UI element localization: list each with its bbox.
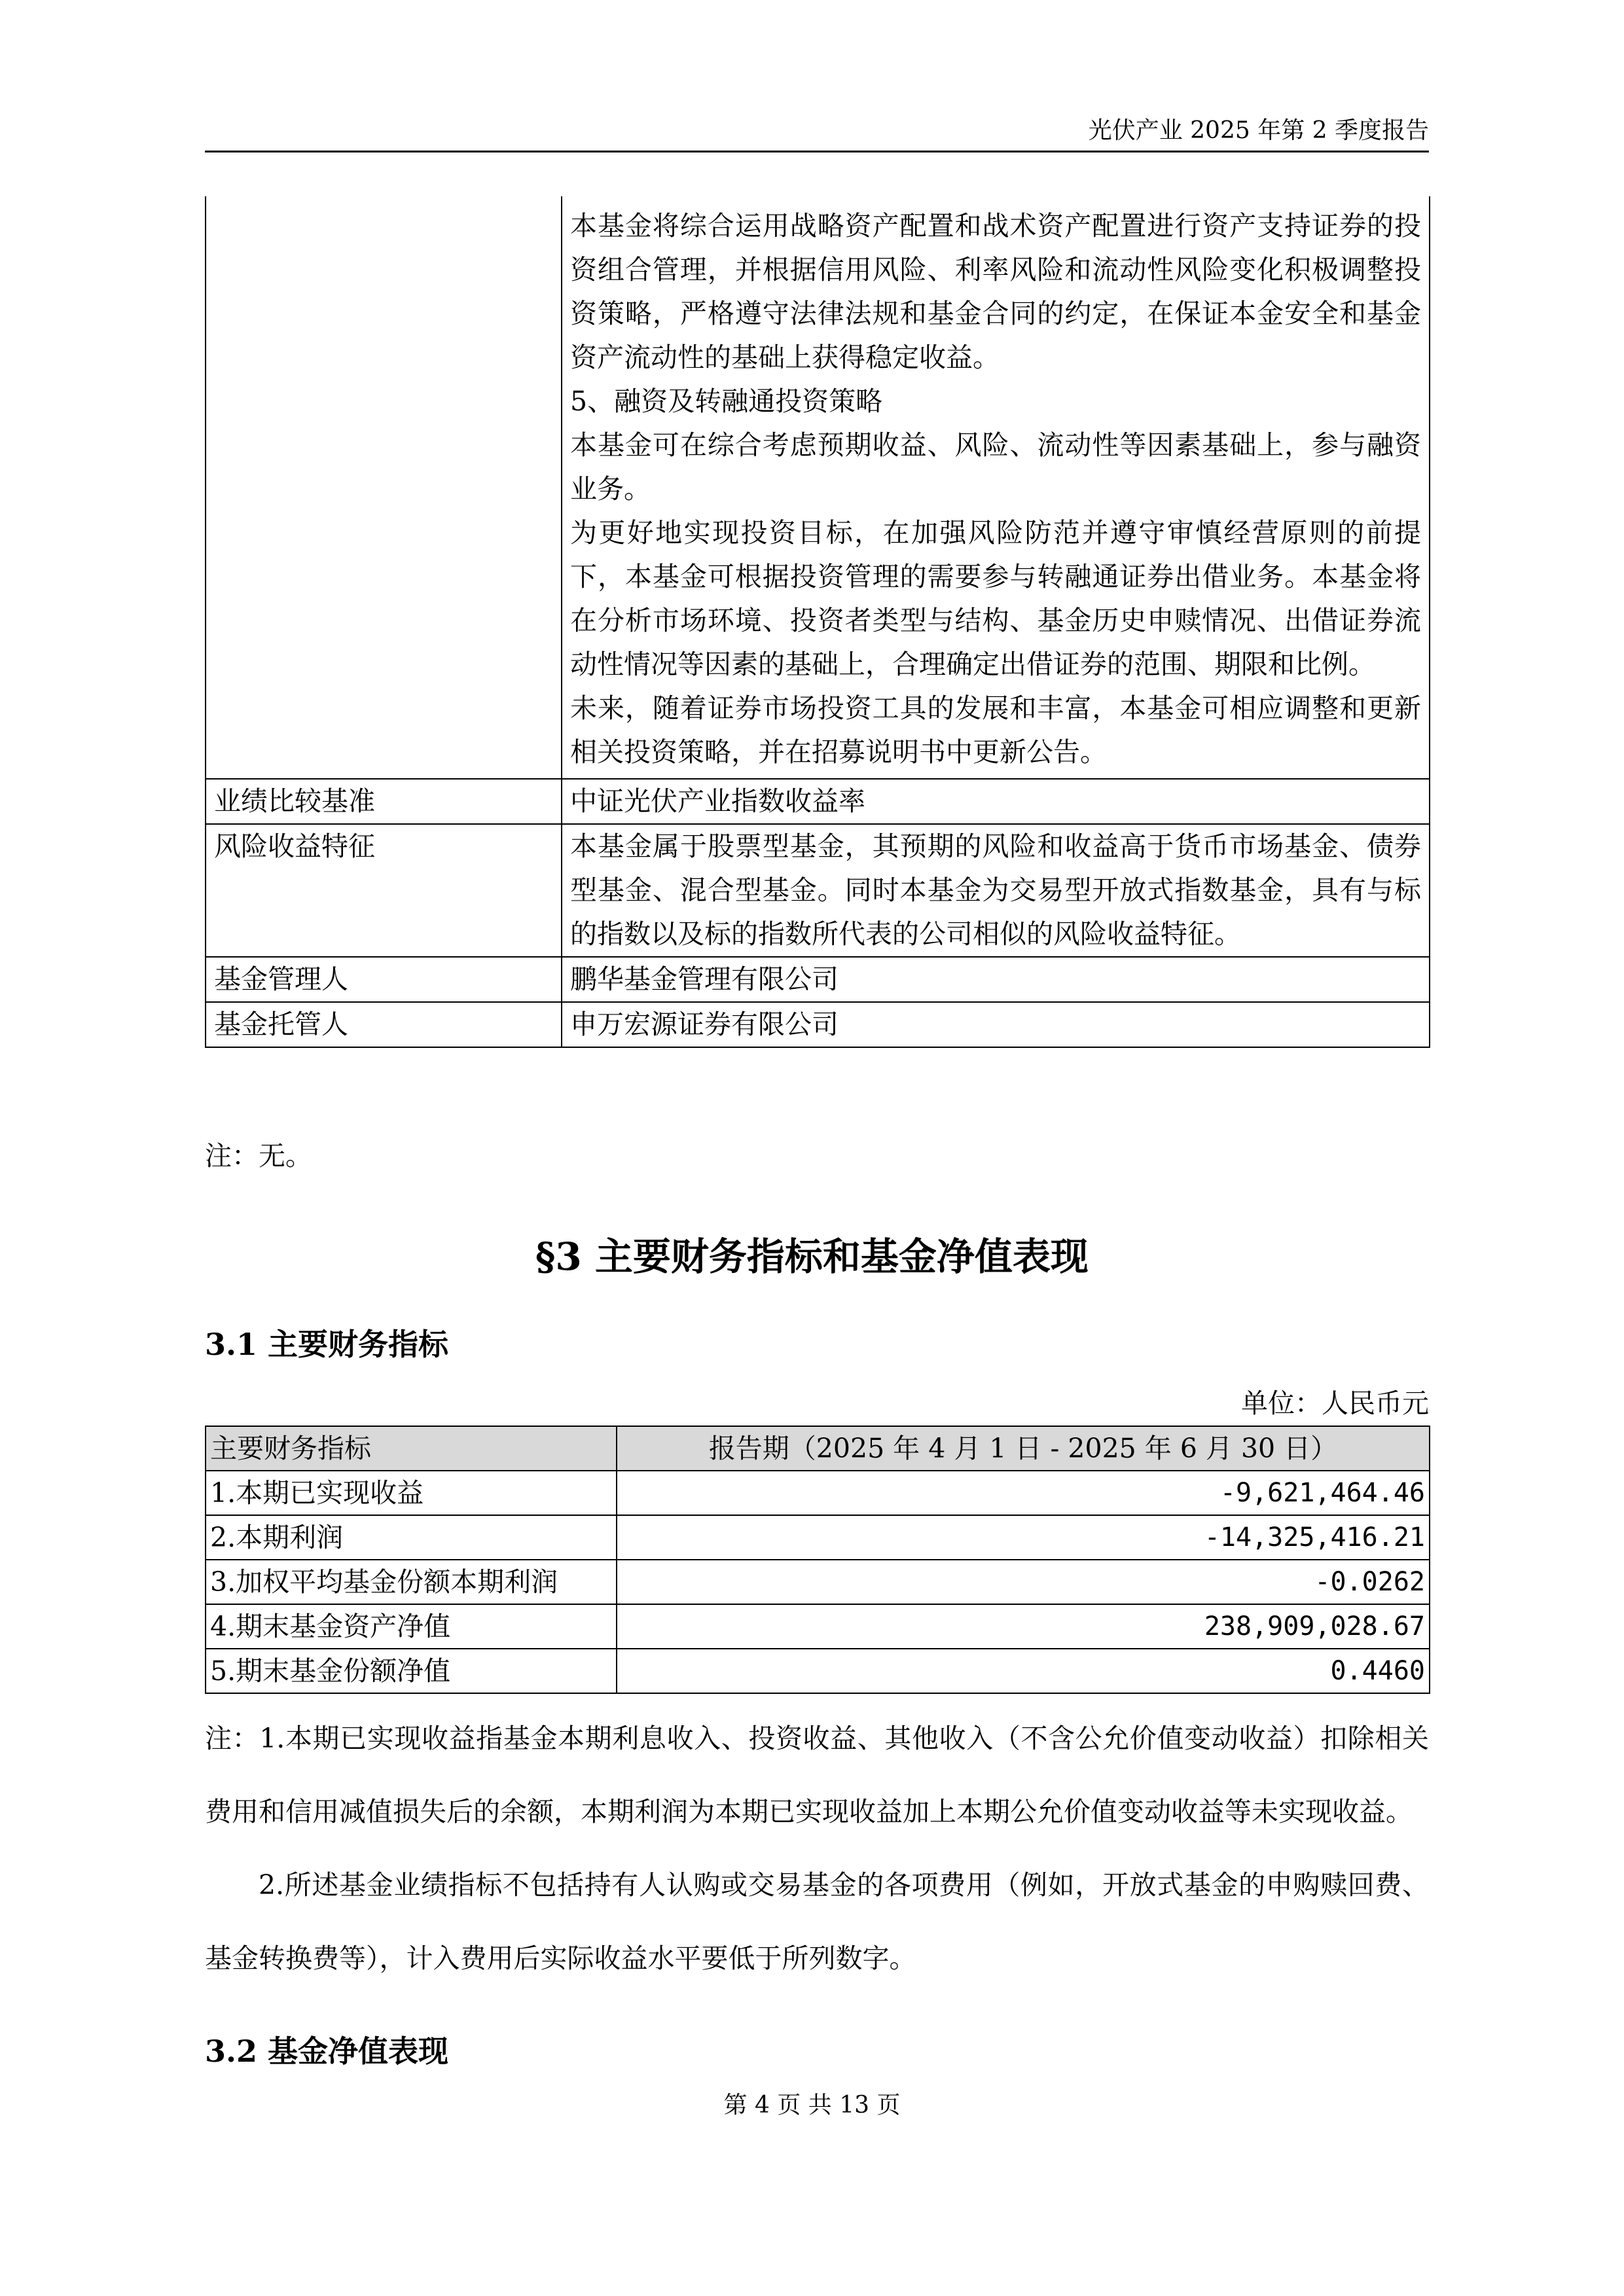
column-header: 报告期（2025 年 4 月 1 日 - 2025 年 6 月 30 日） — [617, 1426, 1430, 1471]
row-label: 基金管理人 — [206, 957, 562, 1002]
indicator-value: -14,325,416.21 — [617, 1515, 1430, 1560]
financial-notes — [205, 1702, 1429, 1995]
table-row — [206, 1560, 1430, 1604]
table-row — [206, 1471, 1430, 1515]
row-label: 业绩比较基准 — [206, 779, 562, 824]
table-cell-empty — [206, 196, 562, 779]
row-value: 鹏华基金管理有限公司 — [562, 957, 1430, 1002]
indicator-value: 238,909,028.67 — [617, 1604, 1430, 1649]
indicator-value: -0.0262 — [617, 1560, 1430, 1604]
column-header: 主要财务指标 — [206, 1426, 617, 1471]
strategy-paragraph: 未来，随着证券市场投资工具的发展和丰富，本基金可相应调整和更新相关投资策略，并在招募说明书中更新公告。 — [570, 692, 1421, 768]
note-paragraph: 2.所述基金业绩指标不包括持有人认购或交易基金的各项费用（例如，开放式基金的申购赎回费、基金转换费等），计入费用后实际收益水平要低于所列数字。 — [205, 1869, 1429, 1974]
table-row — [206, 196, 1430, 779]
table-row — [206, 957, 1430, 1002]
table-row — [206, 1002, 1430, 1047]
fund-overview-table — [205, 196, 1430, 1048]
row-label: 基金托管人 — [206, 1002, 562, 1047]
row-value: 本基金属于股票型基金，其预期的风险和收益高于货币市场基金、债券型基金、混合型基金。同时本基金为交易型开放式指数基金，具有与标的指数以及标的指数所代表的公司相似的风险收益特征。 — [562, 824, 1430, 957]
investment-strategy-cell — [562, 196, 1430, 779]
table-row — [206, 1649, 1430, 1693]
strategy-paragraph: 为更好地实现投资目标，在加强风险防范并遵守审慎经营原则的前提下，本基金可根据投资管理的需要参与转融通证券出借业务。本基金将在分析市场环境、投资者类型与结构、基金历史申赎情况、出借证券流动性情况等因素的基础上，合理确定出借证券的范围、期限和比例。 — [570, 517, 1421, 680]
table-row — [206, 1604, 1430, 1649]
report-title: 光伏产业 2025 年第 2 季度报告 — [1088, 117, 1429, 144]
row-value: 申万宏源证券有限公司 — [562, 1002, 1430, 1047]
strategy-paragraph: 5、融资及转融通投资策略 — [570, 386, 883, 417]
indicator-label: 2.本期利润 — [206, 1515, 617, 1560]
page-number: 第 4 页 共 13 页 — [723, 2092, 901, 2119]
table-row — [206, 1515, 1430, 1560]
table-header-row — [206, 1426, 1430, 1471]
indicator-label: 5.期末基金份额净值 — [206, 1649, 617, 1693]
note-paragraph: 注：1.本期已实现收益指基金本期利息收入、投资收益、其他收入（不含公允价值变动收益）扣除相关费用和信用减值损失后的余额，本期利润为本期已实现收益加上本期公允价值变动收益等未实现收益。 — [205, 1723, 1429, 1827]
financial-indicators-table — [205, 1426, 1430, 1694]
subsection-title-3-2: 3.2 基金净值表现 — [205, 2034, 449, 2069]
row-value: 中证光伏产业指数收益率 — [562, 779, 1430, 824]
table-row — [206, 824, 1430, 957]
indicator-label: 1.本期已实现收益 — [206, 1471, 617, 1515]
row-label: 风险收益特征 — [206, 824, 562, 957]
page-header — [205, 117, 1429, 152]
strategy-paragraph: 本基金将综合运用战略资产配置和战术资产配置进行资产支持证券的投资组合管理，并根据信用风险、利率风险和流动性风险变化积极调整投资策略，严格遵守法律法规和基金合同的约定，在保证本金安全和基金资产流动性的基础上获得稳定收益。 — [570, 210, 1421, 373]
strategy-paragraph: 本基金可在综合考虑预期收益、风险、流动性等因素基础上，参与融资业务。 — [570, 429, 1421, 505]
unit-label: 单位：人民币元 — [1241, 1388, 1429, 1419]
subsection-title-3-1: 3.1 主要财务指标 — [205, 1327, 449, 1362]
indicator-value: -9,621,464.46 — [617, 1471, 1430, 1515]
section-title: §3 主要财务指标和基金净值表现 — [535, 1234, 1089, 1279]
table-row — [206, 779, 1430, 824]
overview-note: 注：无。 — [205, 1140, 312, 1172]
indicator-value: 0.4460 — [617, 1649, 1430, 1693]
indicator-label: 4.期末基金资产净值 — [206, 1604, 617, 1649]
indicator-label: 3.加权平均基金份额本期利润 — [206, 1560, 617, 1604]
